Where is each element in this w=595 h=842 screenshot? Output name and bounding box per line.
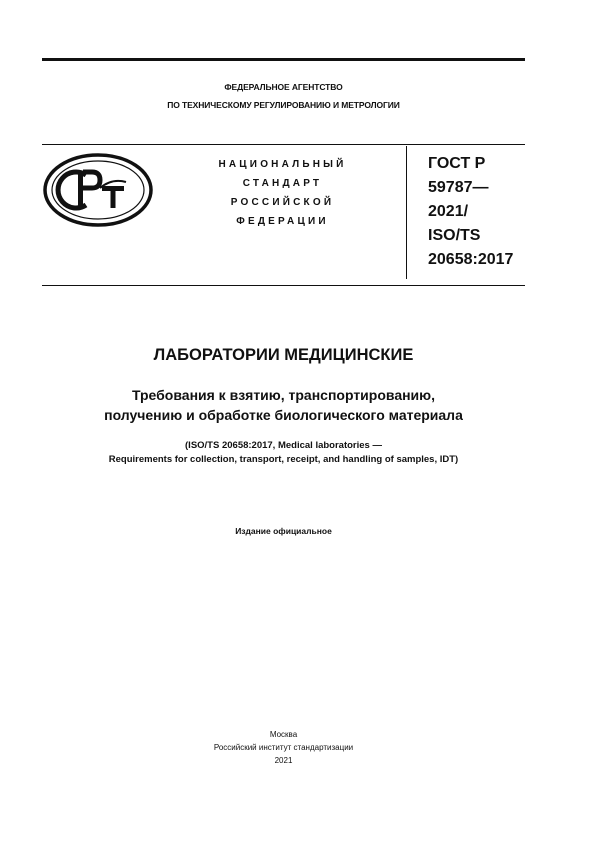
publication-year: 2021 [274, 756, 293, 765]
publication-info [42, 728, 525, 767]
lower-header-rule [42, 285, 525, 286]
header-vertical-divider [406, 146, 407, 279]
designation-line: 59787— [428, 179, 489, 196]
english-title-line: Requirements for collection, transport, receipt, and handling of samples, IDT) [108, 454, 459, 465]
publication-city: Москва [269, 730, 298, 739]
english-title [30, 439, 537, 467]
english-title-line: (ISO/TS 20658:2017, Medical laboratories — [185, 440, 382, 451]
designation-line: ISO/TS [428, 227, 481, 244]
national-standard-line: РОССИЙСКОЙ [230, 197, 335, 208]
publisher-name: Российский институт стандартизации [213, 743, 354, 752]
agency-line-2: ПО ТЕХНИЧЕСКОМУ РЕГУЛИРОВАНИЮ И МЕТРОЛОГИИ [167, 100, 400, 110]
national-standard-label [195, 155, 370, 231]
subtitle-line: Требования к взятию, транспортированию, [131, 387, 436, 403]
designation-line: 2021/ [428, 203, 469, 220]
standard-designation [428, 152, 528, 272]
document-title: ЛАБОРАТОРИИ МЕДИЦИНСКИЕ [153, 346, 414, 364]
designation-line: ГОСТ Р [428, 155, 486, 172]
top-rule [42, 58, 525, 61]
agency-line-1: ФЕДЕРАЛЬНОЕ АГЕНТСТВО [224, 82, 343, 92]
document-subtitle [42, 385, 525, 425]
designation-line: 20658:2017 [428, 251, 514, 268]
rst-certification-mark-icon [42, 152, 154, 228]
upper-header-rule [42, 144, 525, 145]
national-standard-line: СТАНДАРТ [242, 178, 323, 189]
national-standard-line: ФЕДЕРАЦИИ [236, 216, 329, 227]
subtitle-line: получению и обработке биологического материала [104, 407, 463, 423]
national-standard-line: НАЦИОНАЛЬНЫЙ [218, 159, 347, 170]
edition-label: Издание официальное [235, 526, 332, 536]
